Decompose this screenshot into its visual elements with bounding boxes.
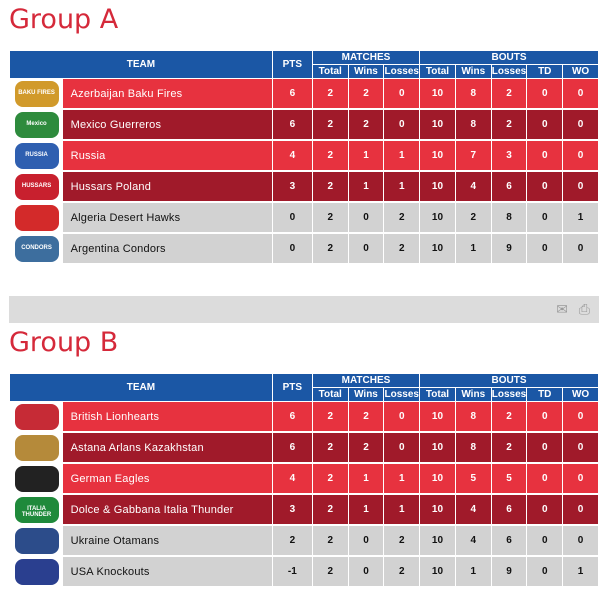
team-stat-m-wins: 0 — [348, 556, 384, 587]
team-name[interactable]: Algeria Desert Hawks — [62, 202, 272, 233]
matches-column-group-header: MATCHES — [312, 51, 419, 65]
team-logo — [15, 497, 59, 523]
team-name[interactable]: Mexico Guerreros — [62, 109, 272, 140]
team-stat-m-wins: 1 — [348, 494, 384, 525]
team-row[interactable] — [10, 525, 599, 556]
team-name[interactable]: British Lionhearts — [62, 402, 272, 433]
team-stat-m-total: 2 — [312, 140, 348, 171]
team-stat-m-losses: 1 — [384, 494, 420, 525]
header-row — [10, 51, 599, 65]
team-stat-b-wins: 2 — [455, 202, 491, 233]
team-logo-cell — [10, 494, 63, 525]
matches-losses-column-header: Losses — [384, 388, 419, 400]
team-stat-m-wins: 2 — [348, 79, 384, 110]
team-stat-td: 0 — [527, 494, 563, 525]
team-logo-text: CONDORS — [21, 244, 52, 251]
team-stat-b-losses: 3 — [491, 140, 527, 171]
team-stat-m-wins: 0 — [348, 202, 384, 233]
team-stat-td: 0 — [527, 109, 563, 140]
team-name[interactable]: USA Knockouts — [62, 556, 272, 587]
team-logo — [15, 559, 59, 585]
team-stat-m-total: 2 — [312, 494, 348, 525]
matches-total-column-header: Total — [312, 388, 348, 402]
team-logo-text: HUSSARS — [21, 182, 52, 189]
team-logo — [15, 466, 59, 492]
group-b-title: Group B — [9, 327, 119, 358]
team-logo — [15, 205, 59, 231]
team-stat-m-wins: 0 — [348, 233, 384, 264]
team-pts: 4 — [272, 140, 312, 171]
section-separator-bar — [9, 296, 599, 323]
team-pts: 0 — [272, 233, 312, 264]
team-stat-m-wins: 2 — [348, 432, 384, 463]
bouts-total-column-header: Total — [420, 65, 456, 79]
team-stat-wo: 0 — [563, 525, 599, 556]
matches-total-column-header: Total — [312, 65, 348, 79]
team-pts: 6 — [272, 109, 312, 140]
team-column-header: TEAM — [10, 374, 273, 402]
header-row — [10, 374, 599, 388]
team-stat-m-wins: 2 — [348, 109, 384, 140]
team-column-header: TEAM — [10, 51, 273, 79]
team-row[interactable] — [10, 556, 599, 587]
team-stat-b-total: 10 — [420, 79, 456, 110]
team-row[interactable] — [10, 202, 599, 233]
bouts-wins-column-header: Wins — [455, 388, 491, 402]
team-stat-b-total: 10 — [420, 463, 456, 494]
team-stat-wo: 0 — [563, 233, 599, 264]
team-stat-b-losses: 2 — [491, 79, 527, 110]
team-stat-m-total: 2 — [312, 402, 348, 433]
team-stat-b-losses: 5 — [491, 463, 527, 494]
team-row[interactable] — [10, 463, 599, 494]
team-stat-b-wins: 7 — [455, 140, 491, 171]
team-stat-m-total: 2 — [312, 109, 348, 140]
team-stat-b-wins: 5 — [455, 463, 491, 494]
matches-wins-column-header: Wins — [348, 388, 384, 402]
team-pts: 0 — [272, 202, 312, 233]
team-pts: 6 — [272, 402, 312, 433]
team-stat-td: 0 — [527, 432, 563, 463]
group-b-standings-table — [9, 373, 599, 588]
team-stat-b-wins: 1 — [455, 233, 491, 264]
team-logo — [15, 143, 59, 169]
team-stat-b-wins: 8 — [455, 402, 491, 433]
team-stat-m-losses: 0 — [384, 402, 420, 433]
team-logo-text: RUSSIA — [25, 151, 48, 158]
team-logo-cell — [10, 525, 63, 556]
team-stat-wo: 0 — [563, 171, 599, 202]
matches-column-group-header: MATCHES — [312, 374, 419, 388]
team-pts: 3 — [272, 494, 312, 525]
team-stat-td: 0 — [527, 202, 563, 233]
team-stat-td: 0 — [527, 233, 563, 264]
team-stat-m-wins: 0 — [348, 525, 384, 556]
bouts-losses-column-header: Losses — [491, 65, 527, 77]
team-stat-b-wins: 8 — [455, 109, 491, 140]
team-row[interactable] — [10, 402, 599, 433]
matches-wins-column-header: Wins — [348, 65, 384, 79]
team-logo-cell — [10, 233, 63, 264]
team-logo-text: ITALIA THUNDER — [21, 505, 52, 518]
team-stat-b-losses: 2 — [491, 432, 527, 463]
team-stat-b-wins: 4 — [455, 525, 491, 556]
team-stat-b-total: 10 — [420, 202, 456, 233]
team-stat-b-total: 10 — [420, 432, 456, 463]
team-pts: 4 — [272, 463, 312, 494]
team-stat-td: 0 — [527, 171, 563, 202]
team-logo — [15, 174, 59, 200]
team-name[interactable]: Argentina Condors — [62, 233, 272, 264]
team-name[interactable]: Dolce & Gabbana Italia Thunder — [62, 494, 272, 525]
bouts-column-group-header: BOUTS — [420, 51, 599, 65]
team-stat-wo: 0 — [563, 494, 599, 525]
team-stat-b-wins: 8 — [455, 432, 491, 463]
team-stat-b-wins: 8 — [455, 79, 491, 110]
team-stat-td: 0 — [527, 556, 563, 587]
team-stat-m-losses: 2 — [384, 525, 420, 556]
team-stat-wo: 0 — [563, 463, 599, 494]
team-row[interactable] — [10, 233, 599, 264]
team-stat-m-total: 2 — [312, 202, 348, 233]
team-stat-m-losses: 0 — [384, 432, 420, 463]
team-logo — [15, 81, 59, 107]
team-name[interactable]: German Eagles — [62, 463, 272, 494]
team-logo-cell — [10, 79, 63, 110]
group-a-title: Group A — [9, 4, 119, 35]
team-row[interactable] — [10, 109, 599, 140]
team-stat-m-wins: 1 — [348, 171, 384, 202]
team-stat-b-total: 10 — [420, 525, 456, 556]
bouts-total-column-header: Total — [420, 388, 456, 402]
team-row[interactable] — [10, 494, 599, 525]
team-logo — [15, 528, 59, 554]
team-stat-m-losses: 0 — [384, 79, 420, 110]
team-pts: 6 — [272, 432, 312, 463]
team-logo-cell — [10, 140, 63, 171]
team-stat-td: 0 — [527, 463, 563, 494]
team-stat-b-losses: 6 — [491, 171, 527, 202]
bouts-td-column-header: TD — [527, 388, 563, 402]
team-stat-b-total: 10 — [420, 140, 456, 171]
team-stat-td: 0 — [527, 79, 563, 110]
team-stat-m-total: 2 — [312, 525, 348, 556]
team-stat-m-losses: 2 — [384, 233, 420, 264]
team-pts: -1 — [272, 556, 312, 587]
team-stat-wo: 0 — [563, 140, 599, 171]
team-logo-cell — [10, 171, 63, 202]
team-stat-td: 0 — [527, 402, 563, 433]
team-stat-m-losses: 1 — [384, 140, 420, 171]
team-stat-b-losses: 2 — [491, 402, 527, 433]
team-pts: 2 — [272, 525, 312, 556]
team-logo-cell — [10, 463, 63, 494]
team-stat-wo: 0 — [563, 402, 599, 433]
team-stat-m-losses: 1 — [384, 463, 420, 494]
team-logo — [15, 112, 59, 138]
team-stat-wo: 0 — [563, 79, 599, 110]
team-stat-b-total: 10 — [420, 556, 456, 587]
team-name[interactable]: Azerbaijan Baku Fires — [62, 79, 272, 110]
team-stat-m-total: 2 — [312, 233, 348, 264]
team-name[interactable]: Astana Arlans Kazakhstan — [62, 432, 272, 463]
team-stat-m-total: 2 — [312, 79, 348, 110]
bouts-wo-column-header: WO — [563, 388, 599, 402]
team-stat-b-losses: 9 — [491, 233, 527, 264]
team-stat-wo: 0 — [563, 432, 599, 463]
team-name[interactable]: Hussars Poland — [62, 171, 272, 202]
team-logo-text: BAKU FIRES — [18, 89, 55, 96]
team-stat-b-losses: 8 — [491, 202, 527, 233]
team-stat-wo: 0 — [563, 109, 599, 140]
team-stat-m-losses: 0 — [384, 109, 420, 140]
team-stat-m-total: 2 — [312, 432, 348, 463]
team-row[interactable] — [10, 171, 599, 202]
bouts-wins-column-header: Wins — [455, 65, 491, 79]
team-row[interactable] — [10, 79, 599, 110]
team-stat-m-total: 2 — [312, 556, 348, 587]
team-logo-text: Mexico — [26, 120, 47, 127]
team-stat-b-losses: 6 — [491, 525, 527, 556]
team-row[interactable] — [10, 140, 599, 171]
team-logo-cell — [10, 109, 63, 140]
team-logo-cell — [10, 202, 63, 233]
printer-icon[interactable]: ⎙ — [578, 301, 590, 317]
team-stat-m-losses: 1 — [384, 171, 420, 202]
team-stat-m-losses: 2 — [384, 202, 420, 233]
team-stat-b-total: 10 — [420, 171, 456, 202]
team-pts: 6 — [272, 79, 312, 110]
team-stat-b-losses: 6 — [491, 494, 527, 525]
team-logo — [15, 236, 59, 262]
team-stat-b-total: 10 — [420, 494, 456, 525]
team-stat-b-total: 10 — [420, 109, 456, 140]
bouts-td-column-header: TD — [527, 65, 563, 79]
team-name[interactable]: Ukraine Otamans — [62, 525, 272, 556]
team-stat-b-wins: 4 — [455, 494, 491, 525]
team-stat-m-losses: 2 — [384, 556, 420, 587]
team-logo — [15, 404, 59, 430]
team-stat-td: 0 — [527, 525, 563, 556]
team-stat-b-losses: 2 — [491, 109, 527, 140]
team-stat-m-wins: 1 — [348, 140, 384, 171]
team-row[interactable] — [10, 432, 599, 463]
team-stat-b-total: 10 — [420, 402, 456, 433]
envelope-icon[interactable]: ✉ — [556, 301, 568, 317]
team-stat-b-losses: 9 — [491, 556, 527, 587]
team-stat-wo: 1 — [563, 202, 599, 233]
team-stat-m-wins: 2 — [348, 402, 384, 433]
pts-column-header: PTS — [272, 374, 312, 402]
team-stat-m-total: 2 — [312, 463, 348, 494]
team-stat-td: 0 — [527, 140, 563, 171]
team-stat-b-wins: 4 — [455, 171, 491, 202]
bouts-losses-column-header: Losses — [491, 388, 527, 400]
bouts-column-group-header: BOUTS — [420, 374, 599, 388]
team-stat-b-wins: 1 — [455, 556, 491, 587]
bouts-wo-column-header: WO — [563, 65, 599, 79]
team-pts: 3 — [272, 171, 312, 202]
team-stat-wo: 1 — [563, 556, 599, 587]
pts-column-header: PTS — [272, 51, 312, 79]
team-logo-cell — [10, 556, 63, 587]
matches-losses-column-header: Losses — [384, 65, 419, 77]
team-logo — [15, 435, 59, 461]
team-name[interactable]: Russia — [62, 140, 272, 171]
team-stat-m-total: 2 — [312, 171, 348, 202]
team-stat-m-wins: 1 — [348, 463, 384, 494]
team-logo-cell — [10, 432, 63, 463]
team-logo-cell — [10, 402, 63, 433]
team-stat-b-total: 10 — [420, 233, 456, 264]
group-a-standings-table — [9, 50, 599, 265]
